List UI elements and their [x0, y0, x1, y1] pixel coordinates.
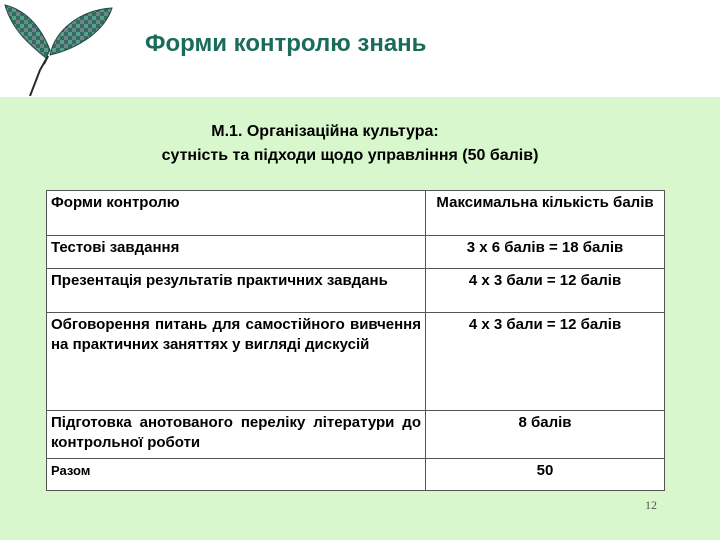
page-number: 12: [645, 498, 657, 512]
table-row: [47, 313, 665, 411]
row-points: 4 х 3 бали = 12 балів: [426, 313, 665, 411]
table-total-row: [47, 459, 665, 491]
row-points: 3 х 6 балів = 18 балів: [426, 236, 665, 269]
row-form: Обговорення питань для самостійного вивчення на практичних заняттях у вигляді дискусій: [47, 313, 426, 411]
table-row: [47, 411, 665, 459]
header-forms: Форми контролю: [47, 191, 426, 236]
total-label: Разом: [47, 459, 426, 491]
row-points: 8 балів: [426, 411, 665, 459]
header-max-points: Максимальна кількість балів: [426, 191, 665, 236]
row-form: Підготовка анотованого переліку літератури до контрольної роботи: [47, 411, 426, 459]
subtitle-line-2: сутність та підходи щодо управління (50 балів): [161, 147, 539, 164]
checkered-leaves-logo: [0, 0, 130, 96]
row-form: Презентація результатів практичних завдань: [47, 269, 426, 313]
table-header-row: [47, 191, 665, 236]
module-subtitle: [0, 120, 720, 168]
assessment-table: [46, 190, 665, 491]
slide-title: Форми контролю знань: [145, 30, 427, 57]
table-row: [47, 269, 665, 313]
subtitle-line-1: М.1. Організаційна культура:: [211, 123, 439, 140]
row-points: 4 х 3 бали = 12 балів: [426, 269, 665, 313]
table-row: [47, 236, 665, 269]
row-form: Тестові завдання: [47, 236, 426, 269]
total-value: 50: [426, 459, 665, 491]
